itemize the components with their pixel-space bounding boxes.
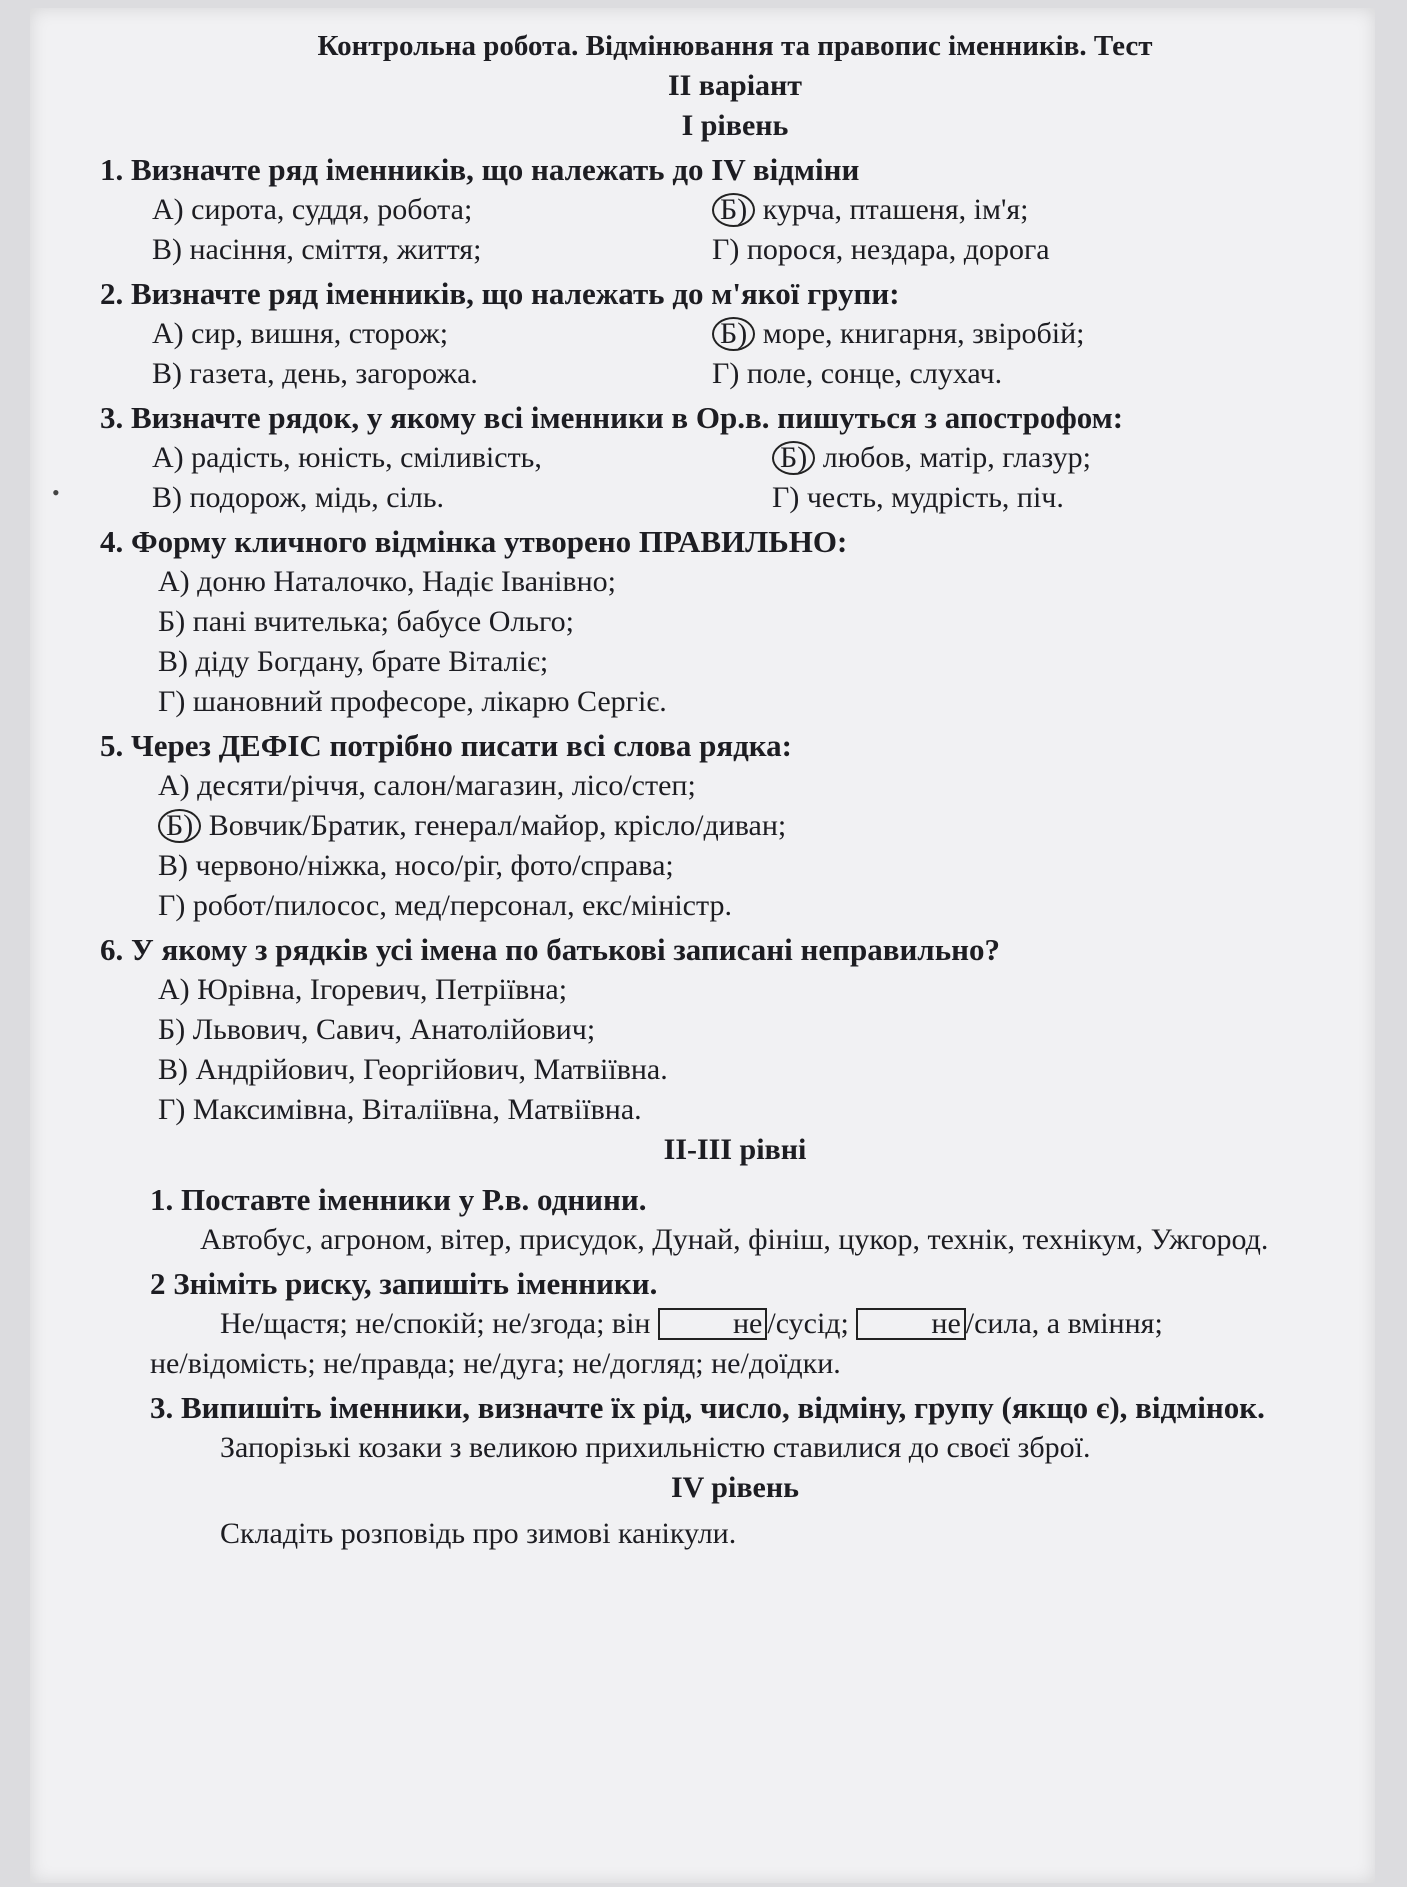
option-text: газета, день, загорожа. <box>189 357 478 390</box>
option-a <box>152 190 712 230</box>
task-3-text: Запорізькі козаки з великою прихильністю ставилися до своєї зброї. <box>220 1431 1091 1464</box>
option-h <box>100 886 1370 926</box>
option-a <box>152 314 712 354</box>
option-v <box>100 846 1370 886</box>
option-h <box>712 230 1312 270</box>
option-b <box>100 602 1370 642</box>
option-h <box>712 354 1312 394</box>
option-a <box>100 970 1370 1010</box>
option-text: Юрівна, Ігоревич, Петріївна; <box>197 973 568 1006</box>
option-text: доню Наталочко, Надіє Іванівно; <box>197 565 616 598</box>
task-2-line-2: не/відомість; не/правда; не/дуга; не/догляд; не/доїдки. <box>150 1347 841 1380</box>
option-v <box>152 230 712 270</box>
option-letter: А) <box>158 769 190 802</box>
option-text: діду Богдану, брате Віталіє; <box>195 645 549 678</box>
circled-answer: Б) <box>712 317 755 351</box>
option-letter: Г) <box>158 685 186 718</box>
level-2-3-heading: ІІ-ІІІ рівні <box>663 1133 807 1166</box>
question-2-options <box>100 314 1370 394</box>
option-h <box>100 1090 1370 1130</box>
option-b-selected <box>712 190 1312 230</box>
level-4-text: Складіть розповідь про зимові канікули. <box>220 1517 737 1550</box>
option-text: Максимівна, Віталіївна, Матвіївна. <box>192 1093 642 1126</box>
option-letter: А) <box>158 565 190 598</box>
option-letter: В) <box>152 357 182 390</box>
question-2-heading: 2. Визначте ряд іменників, що належать до м'якої групи: <box>100 276 900 311</box>
option-text: курча, пташеня, ім'я; <box>762 193 1029 226</box>
option-text: любов, матір, глазур; <box>822 441 1091 474</box>
task-1-text: Автобус, агроном, вітер, присудок, Дунай, фініш, цукор, технік, технікум, Ужгород. <box>200 1223 1269 1256</box>
option-a <box>100 562 1370 602</box>
option-letter: В) <box>158 645 188 678</box>
option-letter: Б) <box>158 1013 186 1046</box>
task-2-text: /сусід; <box>767 1307 857 1340</box>
boxed-mark: не <box>856 1308 965 1340</box>
option-text: шановний професоре, лікарю Сергіє. <box>192 685 667 718</box>
option-a <box>152 438 772 478</box>
task-1-heading: 1. Поставте іменники у Р.в. однини. <box>150 1182 647 1217</box>
question-3-heading: 3. Визначте рядок, у якому всі іменники в Ор.в. пишуться з апострофом: <box>100 400 1124 435</box>
task-3-heading: 3. Випишіть іменники, визначте їх рід, число, відміну, групу (якщо є), відмінок. <box>150 1390 1265 1425</box>
option-text: пані вчителька; бабусе Ольго; <box>192 605 574 638</box>
option-letter: Г) <box>158 1093 186 1126</box>
test-title: Контрольна робота. Відмінювання та правопис іменників. Тест <box>317 30 1153 62</box>
level-1-heading: І рівень <box>681 109 789 142</box>
question-5-heading: 5. Через ДЕФІС потрібно писати всі слова рядка: <box>100 728 792 763</box>
level-4-heading: IV рівень <box>671 1471 799 1504</box>
option-text: подорож, мідь, сіль. <box>189 481 445 514</box>
circled-answer: Б) <box>712 193 755 227</box>
option-text: робот/пилосос, мед/персонал, екс/міністр. <box>192 889 732 922</box>
task-2-line-1 <box>100 1304 1370 1344</box>
option-text: сирота, суддя, робота; <box>191 193 473 226</box>
option-text: десяти/річчя, салон/магазин, лісо/степ; <box>197 769 696 802</box>
option-letter: А) <box>152 193 184 226</box>
variant-label: ІІ варіант <box>667 69 803 102</box>
option-letter: А) <box>158 973 190 1006</box>
option-text: червоно/ніжка, носо/ріг, фото/справа; <box>195 849 674 882</box>
question-4-heading: 4. Форму кличного відмінка утворено ПРАВИЛЬНО: <box>100 524 848 559</box>
pen-mark: • <box>52 480 60 505</box>
option-letter: Б) <box>158 605 186 638</box>
circled-answer: Б) <box>772 441 815 475</box>
option-text: поле, сонце, слухач. <box>746 357 1003 390</box>
option-letter: В) <box>152 481 182 514</box>
question-3-options <box>100 438 1370 518</box>
option-letter: В) <box>158 849 188 882</box>
option-text: Вовчик/Братик, генерал/майор, крісло/диван; <box>208 809 787 842</box>
circled-answer: Б) <box>158 809 201 843</box>
option-text: сир, вишня, сторож; <box>191 317 449 350</box>
boxed-mark: не <box>658 1308 767 1340</box>
option-v <box>152 478 772 518</box>
option-text: море, книгарня, звіробій; <box>762 317 1085 350</box>
task-2-text: /сила, а вміння; <box>965 1307 1163 1340</box>
option-b-selected <box>100 806 1370 846</box>
option-v <box>152 354 712 394</box>
option-letter: Г) <box>772 481 800 514</box>
option-b-selected <box>772 438 1332 478</box>
option-text: порося, нездара, дорога <box>746 233 1050 266</box>
option-letter: В) <box>152 233 182 266</box>
option-letter: Г) <box>158 889 186 922</box>
option-letter: Г) <box>712 233 740 266</box>
option-letter: А) <box>152 441 184 474</box>
question-1-heading: 1. Визначте ряд іменників, що належать до IV відміни <box>100 152 860 187</box>
option-letter: А) <box>152 317 184 350</box>
option-b-selected <box>712 314 1312 354</box>
option-letter: В) <box>158 1053 188 1086</box>
question-1-options <box>100 190 1370 270</box>
option-text: Андрійович, Георгійович, Матвіївна. <box>195 1053 668 1086</box>
option-letter: Г) <box>712 357 740 390</box>
task-2-text: Не/щастя; не/спокій; не/згода; він <box>220 1307 658 1340</box>
option-h <box>772 478 1332 518</box>
option-b <box>100 1010 1370 1050</box>
task-2-heading: 2 Зніміть риску, запишіть іменники. <box>150 1266 658 1301</box>
option-text: радість, юність, сміливість, <box>191 441 542 474</box>
option-v <box>100 642 1370 682</box>
paper-sheet <box>30 8 1375 1883</box>
option-v <box>100 1050 1370 1090</box>
option-text: Львович, Савич, Анатолійович; <box>192 1013 596 1046</box>
test-content <box>100 26 1370 1554</box>
option-h <box>100 682 1370 722</box>
option-text: насіння, сміття, життя; <box>189 233 482 266</box>
question-6-heading: 6. У якому з рядків усі імена по батькові записані неправильно? <box>100 932 1000 967</box>
option-a <box>100 766 1370 806</box>
option-text: честь, мудрість, піч. <box>806 481 1064 514</box>
